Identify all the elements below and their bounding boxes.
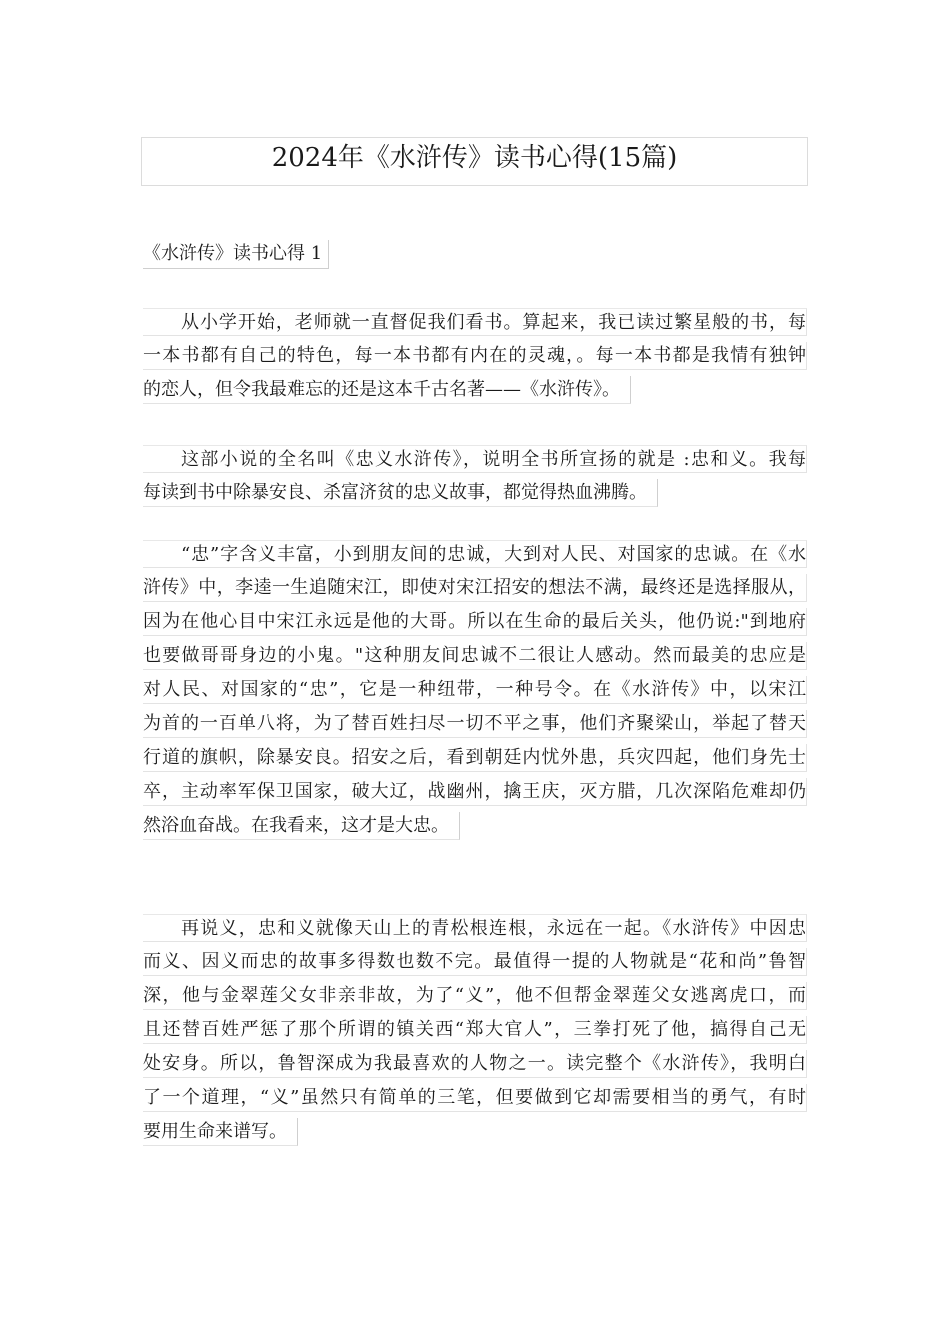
text-line: 每读到书中除暴安良、杀富济贫的忠义故事，都觉得热血沸腾。	[143, 479, 658, 507]
text-line: 因为在他心目中宋江永远是他的大哥。所以在生命的最后关头，他仍说:"到地府	[143, 608, 807, 636]
text-line: 然浴血奋战。在我看来，这才是大忠。	[143, 812, 460, 840]
text-line: 这部小说的全名叫《忠义水浒传》，说明全书所宣扬的就是 :忠和义。我每	[143, 445, 807, 473]
text-line: 为首的一百单八将，为了替百姓扫尽一切不平之事，他们齐聚梁山，举起了替天	[143, 710, 807, 738]
text-line: 一本书都有自己的特色，每一本书都有内在的灵魂，。每一本书都是我情有独钟	[143, 342, 807, 370]
text-line: 要用生命来谱写。	[143, 1118, 298, 1146]
text-line: 浒传》中，李逵一生追随宋江，即使对宋江招安的想法不满，最终还是选择服从，	[143, 574, 807, 602]
section-heading: 《水浒传》读书心得 1	[143, 240, 329, 269]
text-line: 处安身。所以，鲁智深成为我最喜欢的人物之一。读完整个《水浒传》，我明白	[143, 1050, 807, 1078]
paragraph-1	[143, 308, 807, 414]
text-line: “忠”字含义丰富，小到朋友间的忠诚，大到对人民、对国家的忠诚。在《水	[143, 540, 807, 568]
text-line: 的恋人，但令我最难忘的还是这本千古名著——《水浒传》。	[143, 376, 631, 404]
paragraph-3	[143, 540, 807, 850]
text-line: 了一个道理，“义”虽然只有简单的三笔，但要做到它却需要相当的勇气，有时	[143, 1084, 807, 1112]
paragraph-4	[143, 914, 807, 1156]
text-line: 也要做哥哥身边的小鬼。"这种朋友间忠诚不二很让人感动。然而最美的忠应是	[143, 642, 807, 670]
text-line: 且还替百姓严惩了那个所谓的镇关西“郑大官人”，三拳打死了他，搞得自己无	[143, 1016, 807, 1044]
text-line: 对人民、对国家的“忠”，它是一种纽带，一种号令。在《水浒传》中，以宋江	[143, 676, 807, 704]
text-line: 行道的旗帜，除暴安良。招安之后，看到朝廷内忧外患，兵灾四起，他们身先士	[143, 744, 807, 772]
text-line: 再说义，忠和义就像天山上的青松根连根，永远在一起。《水浒传》中因忠	[143, 914, 807, 942]
text-line: 卒，主动率军保卫国家，破大辽，战幽州，擒王庆，灭方腊，几次深陷危难却仍	[143, 778, 807, 806]
text-line: 而义、因义而忠的故事多得数也数不完。最值得一提的人物就是“花和尚”鲁智	[143, 948, 807, 976]
text-line: 从小学开始，老师就一直督促我们看书。算起来，我已读过繁星般的书，每	[143, 308, 807, 336]
text-line: 深，他与金翠莲父女非亲非故，为了“义”，他不但帮金翠莲父女逃离虎口，而	[143, 982, 807, 1010]
paragraph-2	[143, 445, 807, 517]
page-title: 2024年《水浒传》读书心得(15篇)	[141, 137, 808, 186]
